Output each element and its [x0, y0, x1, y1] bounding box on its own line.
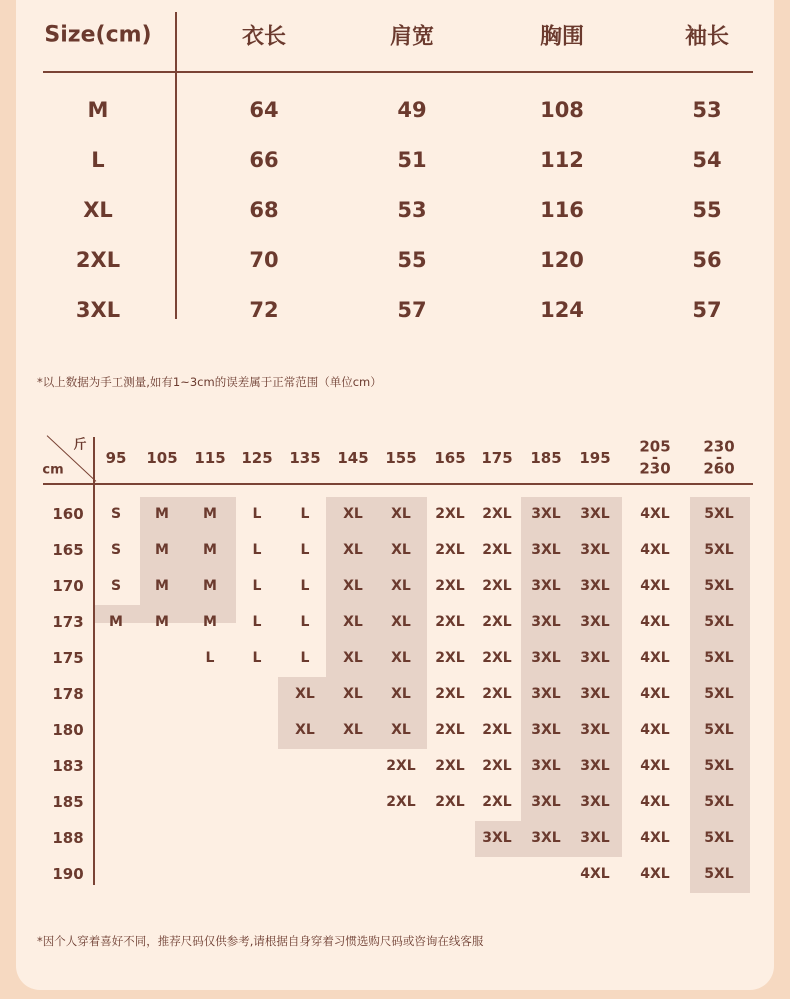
- recommended-size: 3XL: [531, 794, 561, 810]
- recommended-size: XL: [343, 578, 363, 594]
- height-label: 185: [52, 793, 84, 811]
- height-label: 165: [52, 541, 84, 559]
- size-label: L: [91, 148, 105, 172]
- weight-header: 185: [530, 449, 562, 467]
- recommended-size: L: [300, 506, 310, 522]
- recommended-size: 2XL: [386, 758, 416, 774]
- height-label: 188: [52, 829, 84, 847]
- weight-header: 230 - 260: [703, 437, 735, 478]
- recommended-size: 3XL: [482, 830, 512, 846]
- recommended-size: M: [155, 578, 169, 594]
- recommended-size: 3XL: [531, 506, 561, 522]
- weight-header: 145: [337, 449, 369, 467]
- size-value: 116: [540, 198, 584, 222]
- recommended-size: L: [252, 542, 262, 558]
- recommended-size: 4XL: [640, 722, 670, 738]
- size-value: 53: [397, 198, 427, 222]
- recommended-size: M: [155, 506, 169, 522]
- recommended-size: 3XL: [531, 758, 561, 774]
- recommended-size: 3XL: [580, 506, 610, 522]
- recommended-size: 4XL: [640, 614, 670, 630]
- weight-header: 95: [105, 449, 127, 467]
- recommended-size: L: [300, 578, 310, 594]
- height-label: 170: [52, 577, 84, 595]
- recommended-size: 2XL: [435, 722, 465, 738]
- recommended-size: L: [252, 578, 262, 594]
- size-value: 70: [249, 248, 279, 272]
- recommended-size: 4XL: [640, 506, 670, 522]
- size-value: 108: [540, 98, 584, 122]
- recommended-size: XL: [295, 686, 315, 702]
- recommended-size: 5XL: [704, 686, 734, 702]
- recommended-size: 2XL: [482, 722, 512, 738]
- recommended-size: 3XL: [580, 830, 610, 846]
- recommended-size: 3XL: [531, 650, 561, 666]
- size-value: 68: [249, 198, 279, 222]
- recommended-size: XL: [343, 542, 363, 558]
- weight-header: 175: [481, 449, 513, 467]
- weight-header: 165: [434, 449, 466, 467]
- recommended-size: M: [155, 542, 169, 558]
- recommended-size: 4XL: [640, 830, 670, 846]
- recommended-size: 3XL: [580, 758, 610, 774]
- height-unit-label: cm: [42, 462, 64, 478]
- size-value: 64: [249, 98, 279, 122]
- recommended-size: L: [300, 542, 310, 558]
- recommended-size: 2XL: [435, 578, 465, 594]
- size-value: 66: [249, 148, 279, 172]
- recommended-size: 4XL: [640, 866, 670, 882]
- recommended-size: 2XL: [482, 614, 512, 630]
- recommended-size: XL: [391, 542, 411, 558]
- recommended-size: XL: [391, 686, 411, 702]
- height-label: 190: [52, 865, 84, 883]
- recommended-size: 3XL: [580, 794, 610, 810]
- size-value: 112: [540, 148, 584, 172]
- recommended-size: 5XL: [704, 866, 734, 882]
- height-label: 160: [52, 505, 84, 523]
- recommendation-note: *因个人穿着喜好不同，推荐尺码仅供参考,请根据自身穿着习惯选购尺码或咨询在线客服: [37, 934, 484, 948]
- recommended-size: 2XL: [482, 650, 512, 666]
- recommended-size: 2XL: [435, 614, 465, 630]
- recommended-size: 3XL: [580, 542, 610, 558]
- recommended-size: 3XL: [580, 650, 610, 666]
- recommended-size: 4XL: [640, 650, 670, 666]
- size-value: 51: [397, 148, 427, 172]
- recommended-size: S: [110, 506, 122, 522]
- size-value: 57: [397, 298, 427, 322]
- size-label: 2XL: [75, 248, 121, 272]
- size-table-vertical-divider: [175, 12, 177, 319]
- weight-header: 195: [579, 449, 611, 467]
- size-label: 3XL: [75, 298, 121, 322]
- recommended-size: S: [110, 542, 122, 558]
- recommended-size: M: [155, 614, 169, 630]
- recommended-size: 3XL: [531, 686, 561, 702]
- recommended-size: 2XL: [386, 794, 416, 810]
- recommended-size: 5XL: [704, 794, 734, 810]
- recommended-size: 5XL: [704, 650, 734, 666]
- recommended-size: 5XL: [704, 758, 734, 774]
- recommended-size: 4XL: [640, 578, 670, 594]
- recommended-size: 3XL: [531, 722, 561, 738]
- recommended-size: 3XL: [580, 614, 610, 630]
- size-value: 55: [692, 198, 722, 222]
- recommended-size: 4XL: [640, 758, 670, 774]
- recommended-size: 5XL: [704, 614, 734, 630]
- recommended-size: 4XL: [640, 686, 670, 702]
- recommended-size: XL: [391, 578, 411, 594]
- height-label: 173: [52, 613, 84, 631]
- size-value: 54: [692, 148, 722, 172]
- size-value: 49: [397, 98, 427, 122]
- recommended-size: 2XL: [482, 758, 512, 774]
- recommended-size: 2XL: [435, 650, 465, 666]
- weight-header: 155: [385, 449, 417, 467]
- size-table-header: 衣长: [241, 24, 287, 50]
- recommended-size: 3XL: [580, 578, 610, 594]
- recommended-size: XL: [391, 506, 411, 522]
- recommended-size: 3XL: [580, 686, 610, 702]
- measurement-note: *以上数据为手工测量,如有1~3cm的误差属于正常范围（单位cm）: [37, 375, 382, 389]
- size-value: 56: [692, 248, 722, 272]
- recommended-size: M: [203, 542, 217, 558]
- weight-header: 135: [289, 449, 321, 467]
- recommended-size: L: [252, 650, 262, 666]
- recommended-size: 2XL: [435, 506, 465, 522]
- recommended-size: 3XL: [531, 614, 561, 630]
- size-table-horizontal-divider: [43, 71, 753, 73]
- recommended-size: 5XL: [704, 506, 734, 522]
- size-value: 124: [540, 298, 584, 322]
- recommended-size: 2XL: [482, 542, 512, 558]
- recommended-size: M: [203, 614, 217, 630]
- recommended-size: 5XL: [704, 830, 734, 846]
- recommended-size: 3XL: [531, 830, 561, 846]
- recommended-size: 2XL: [435, 794, 465, 810]
- recommended-size: XL: [391, 650, 411, 666]
- recommended-size: 2XL: [435, 686, 465, 702]
- recommended-size: 5XL: [704, 542, 734, 558]
- recommended-size: 5XL: [704, 578, 734, 594]
- recommended-size: M: [203, 578, 217, 594]
- size-value: 57: [692, 298, 722, 322]
- recommended-size: 2XL: [482, 686, 512, 702]
- height-label: 178: [52, 685, 84, 703]
- size-label: M: [87, 98, 109, 122]
- size-table-header: 胸围: [539, 24, 585, 50]
- size-label: XL: [83, 198, 113, 222]
- recommended-size: XL: [343, 686, 363, 702]
- size-value: 72: [249, 298, 279, 322]
- height-label: 183: [52, 757, 84, 775]
- recommended-size: 4XL: [640, 794, 670, 810]
- recommended-size: XL: [343, 614, 363, 630]
- recommended-size: S: [110, 578, 122, 594]
- height-label: 180: [52, 721, 84, 739]
- size-range-highlight: [326, 497, 427, 749]
- size-table-header: Size(cm): [44, 22, 152, 48]
- height-label: 175: [52, 649, 84, 667]
- recommended-size: M: [203, 506, 217, 522]
- recommended-size: L: [300, 614, 310, 630]
- recommended-size: XL: [391, 722, 411, 738]
- size-value: 55: [397, 248, 427, 272]
- recommended-size: XL: [391, 614, 411, 630]
- recommended-size: 4XL: [580, 866, 610, 882]
- recommended-size: 3XL: [580, 722, 610, 738]
- recommended-size: 2XL: [435, 758, 465, 774]
- recommended-size: 3XL: [531, 542, 561, 558]
- size-value: 53: [692, 98, 722, 122]
- size-value: 120: [540, 248, 584, 272]
- recommended-size: 4XL: [640, 542, 670, 558]
- recommended-size: L: [252, 506, 262, 522]
- recommended-size: XL: [343, 506, 363, 522]
- size-table-header: 袖长: [684, 24, 730, 50]
- weight-unit-label: 斤: [73, 437, 87, 453]
- recommended-size: 2XL: [482, 506, 512, 522]
- recommended-size: 2XL: [482, 794, 512, 810]
- recommended-size: L: [205, 650, 215, 666]
- grid-vertical-axis: [93, 437, 95, 885]
- weight-header: 205 - 230: [639, 437, 671, 478]
- recommended-size: XL: [295, 722, 315, 738]
- recommended-size: 3XL: [531, 578, 561, 594]
- recommended-size: XL: [343, 722, 363, 738]
- recommended-size: M: [109, 614, 123, 630]
- weight-header: 115: [194, 449, 226, 467]
- recommended-size: 5XL: [704, 722, 734, 738]
- recommended-size: 2XL: [482, 578, 512, 594]
- weight-header: 105: [146, 449, 178, 467]
- grid-horizontal-axis: [43, 483, 753, 485]
- recommended-size: L: [300, 650, 310, 666]
- recommended-size: 2XL: [435, 542, 465, 558]
- size-table-header: 肩宽: [389, 24, 435, 50]
- recommended-size: XL: [343, 650, 363, 666]
- recommended-size: L: [252, 614, 262, 630]
- weight-header: 125: [241, 449, 273, 467]
